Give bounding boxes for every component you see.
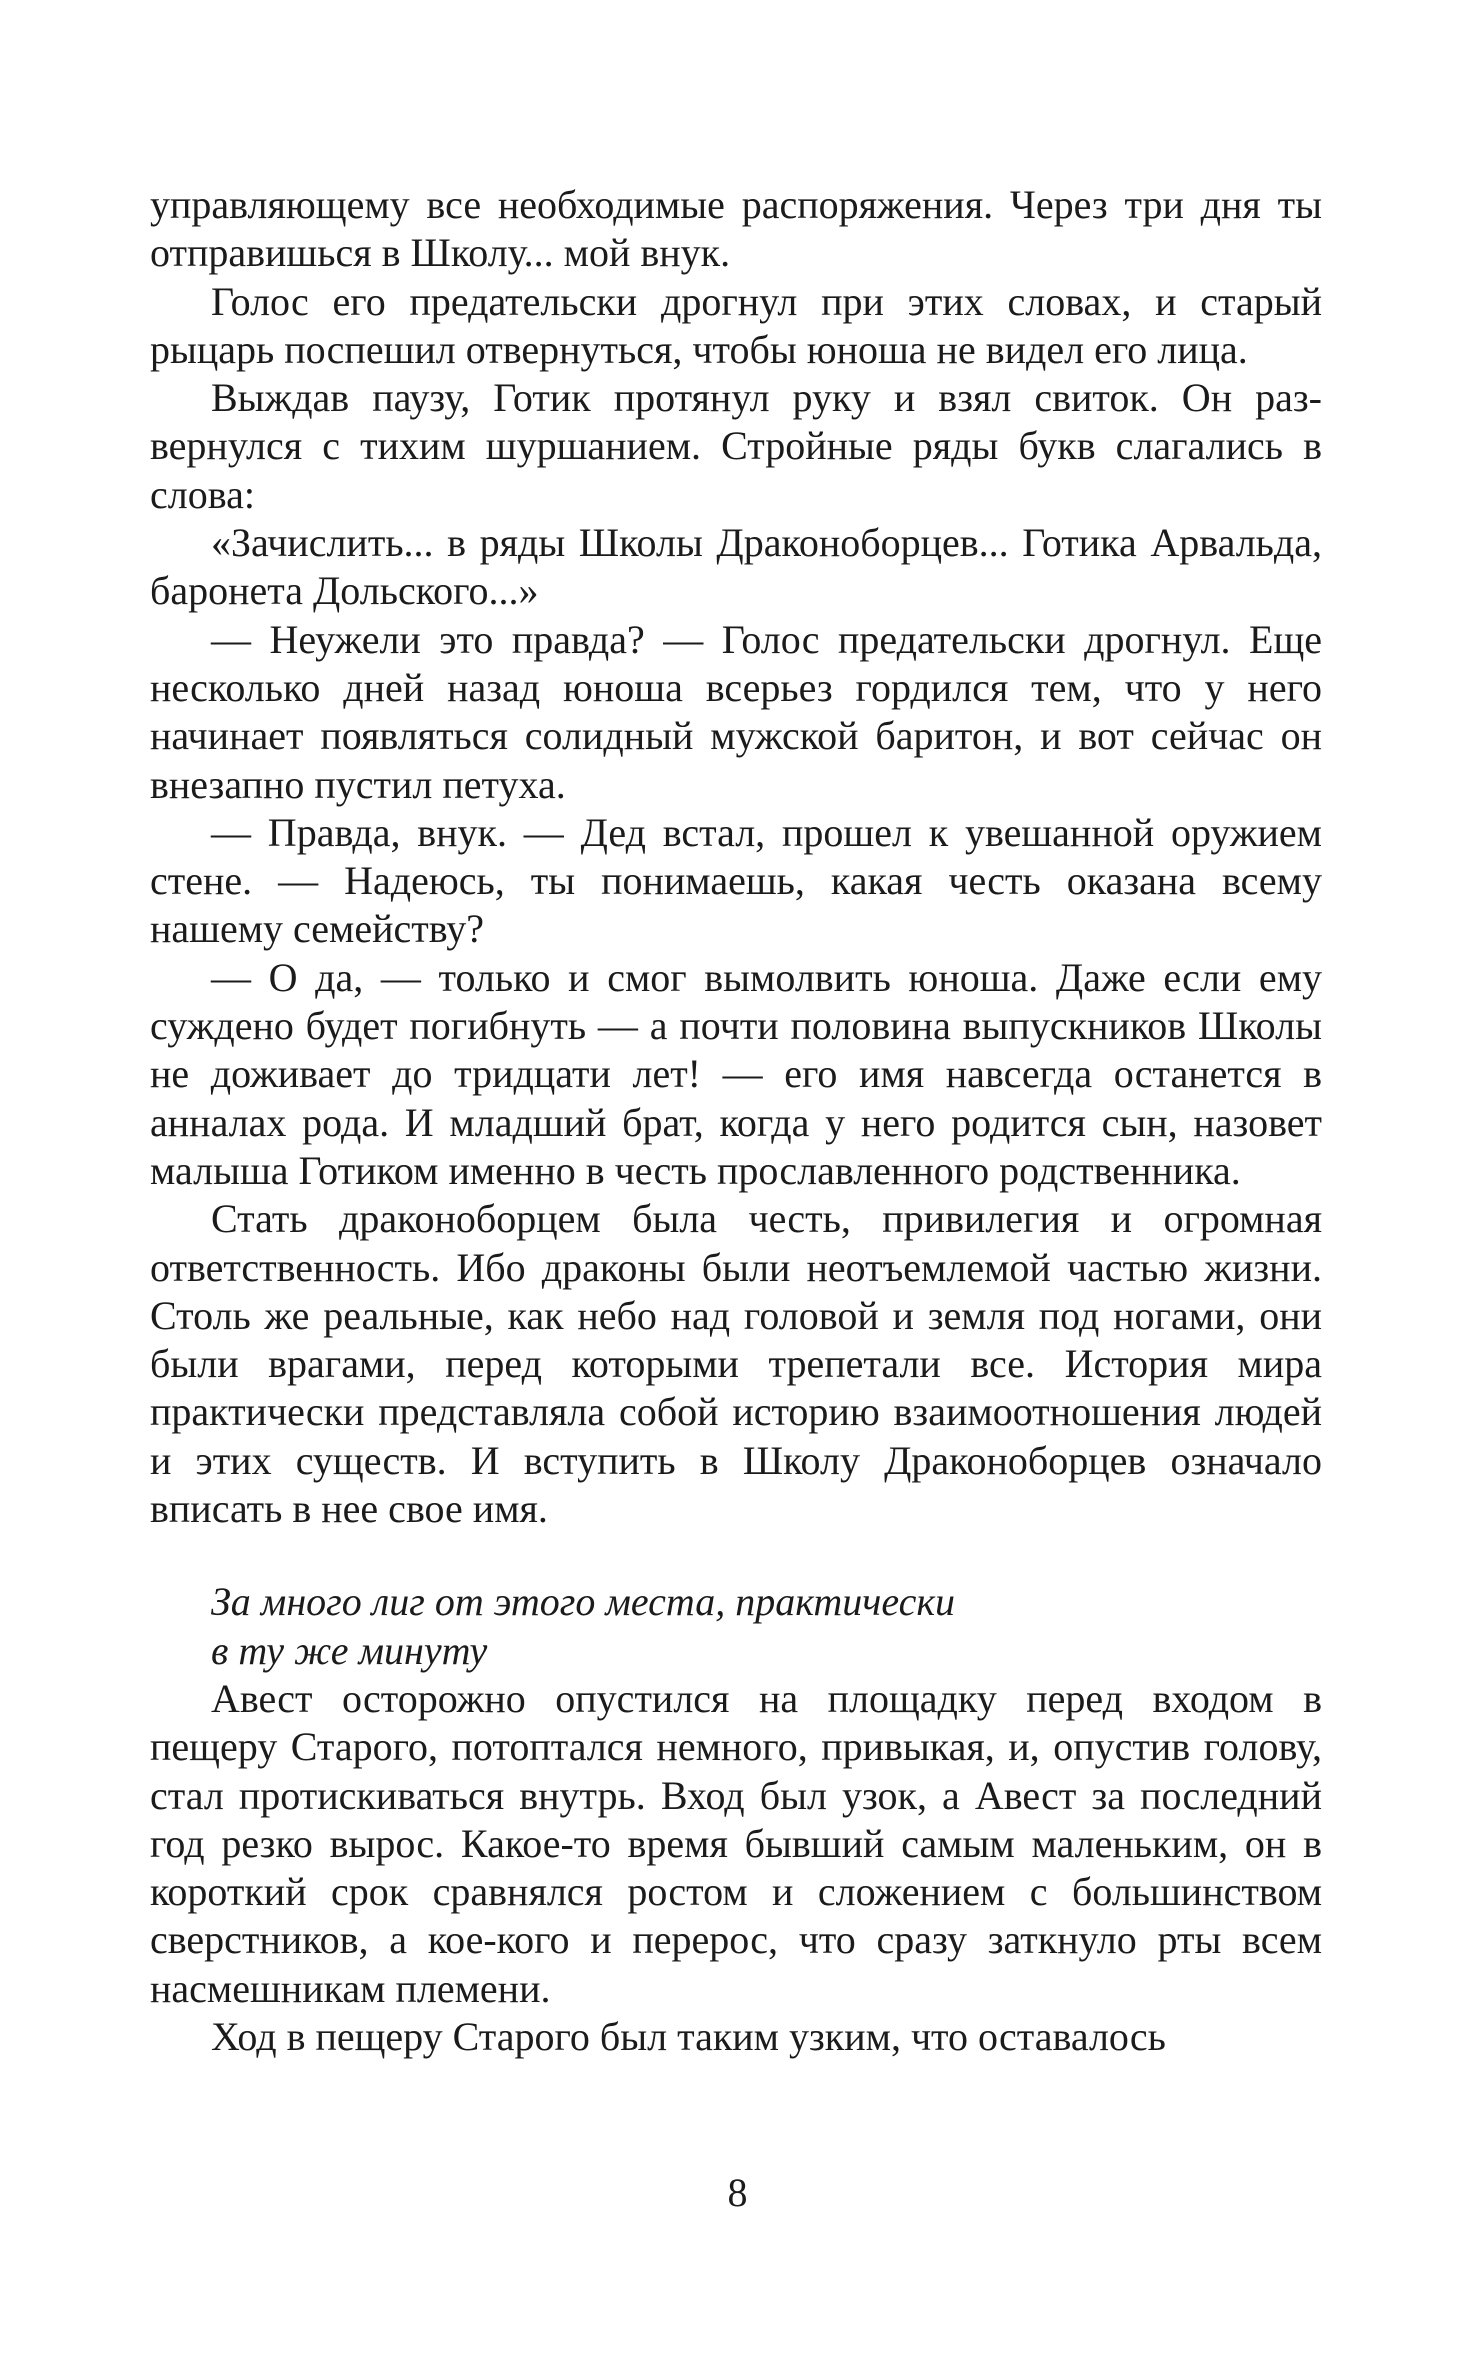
section-heading-line: За много лиг от этого места, практически [211, 1579, 956, 1625]
section-heading [211, 1578, 1322, 1675]
page-number: 8 [727, 2170, 748, 2215]
section-heading-line: в ту же минуту [211, 1627, 488, 1673]
paragraph: — О да, — только и смог вымолвить юноша. Даже если ему суждено будет погибнуть — а почти половина выпускников Школы не доживает до тридцати лет! — его имя навсегда останется в анналах рода. И младший брат, когда у него родится сын, назовет малыша Готиком именно в честь прославленного родственника. [150, 954, 1322, 1193]
paragraph: — Неужели это правда? — Голос предательски дрогнул. Еще несколько дней назад юноша всерьез гордился тем, что у него начинает появляться солидный мужской баритон, и вот сейчас он внезапно пустил петуха. [150, 616, 1322, 807]
paragraph: «Зачислить... в ряды Школы Драконоборцев... Готика Арвальда, баронета Дольского...» [150, 520, 1322, 614]
paragraph: Голос его предательски дрогнул при этих словах, и старый рыцарь поспешил отвернуться, чтобы юноша не видел его лица. [150, 278, 1322, 372]
paragraph: Выждав паузу, Готик протянул руку и взял свиток. Он развернулся с тихим шуршанием. Стройные ряды букв слагались в слова: [150, 375, 1322, 517]
paragraph: — Правда, внук. — Дед встал, прошел к увешанной оружием стене. — Надеюсь, ты понимаешь, какая честь оказана всему нашему семейству? [150, 809, 1322, 952]
paragraph: Ход в пещеру Старого был таким узким, что оставалось [211, 2013, 1166, 2059]
paragraph: Авест осторожно опустился на площадку перед входом в пещеру Старого, потоптался немного, привыкая, и, опустив голову, стал протискиваться внутрь. Вход был узок, а Авест за последний год резко вырос. Какое-то время бывший самым маленьким, он в короткий срок сравнялся ростом и сложением с большинством сверстников, а кое-кого и перерос, что сразу заткнуло рты всем насмешникам племени. [150, 1675, 1322, 2011]
page-body [150, 181, 1322, 2061]
paragraph: управляющему все необходимые распоряжения. Через три дня ты отправишься в Школу... мой внук. [150, 182, 1322, 276]
paragraph: Стать драконоборцем была честь, привилегия и огромная ответственность. Ибо драконы были неотъемлемой частью жизни. Столь же реальные, как небо над головой и земля под ногами, они были врагами, перед которыми трепетали все. История мира практически представляла собой историю взаимоотношения людей и этих существ. И вступить в Школу Драконоборцев означало вписать в нее свое имя. [150, 1196, 1322, 1532]
